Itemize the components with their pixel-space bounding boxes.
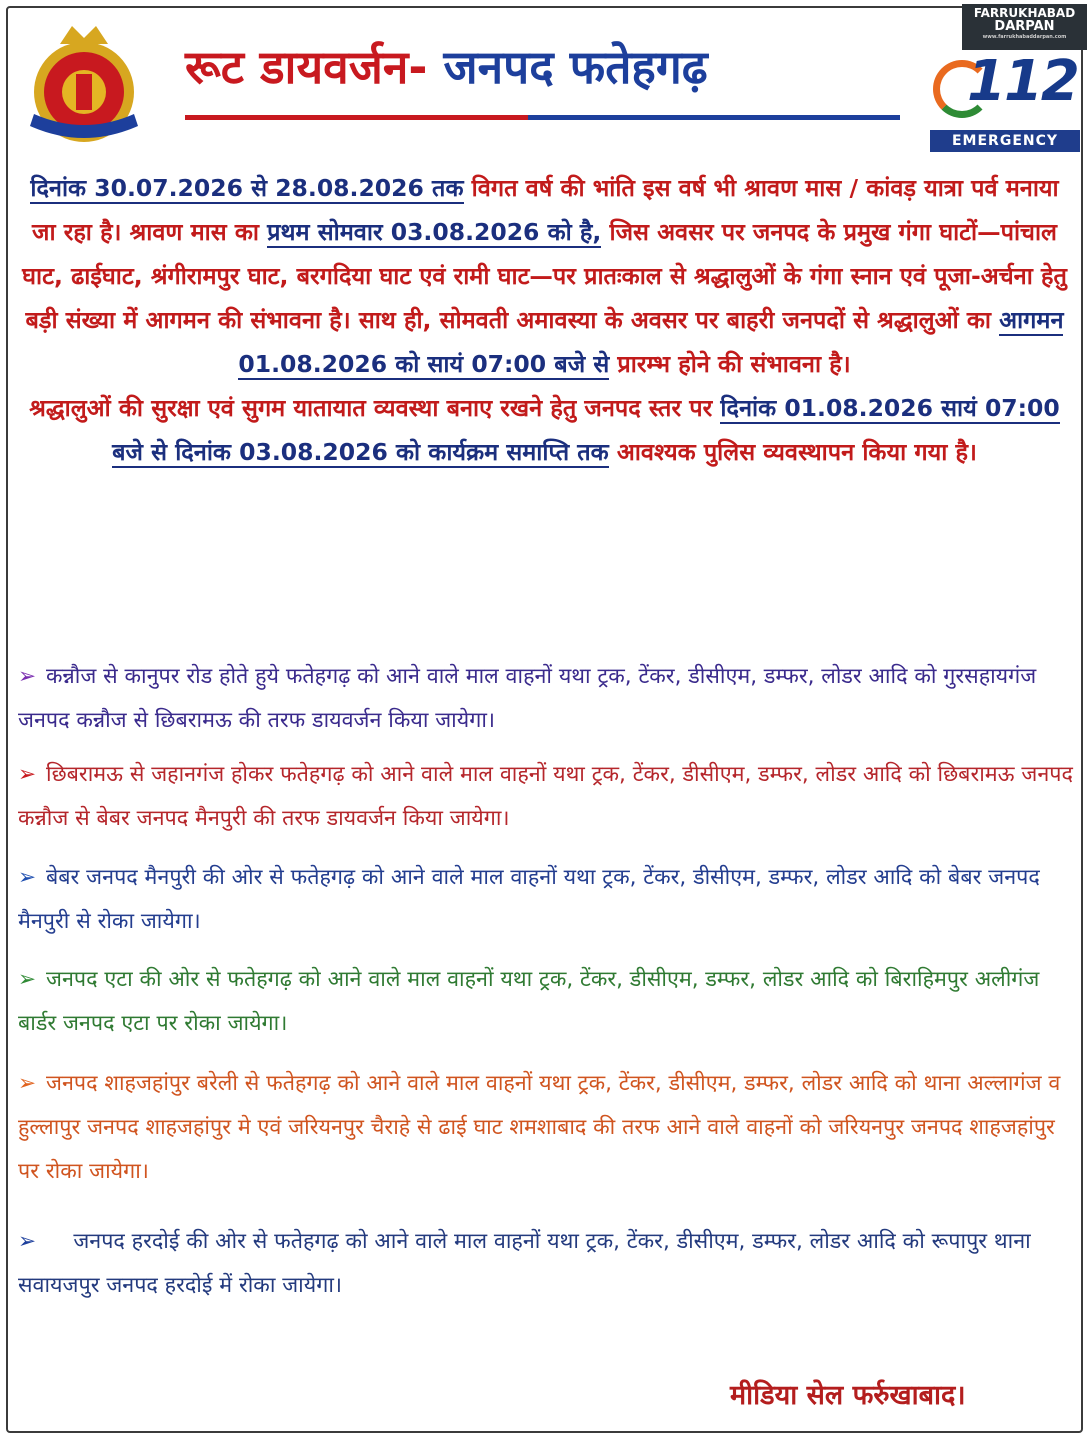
title-underline: [185, 115, 900, 120]
page-title: [185, 40, 708, 95]
list-item: ➢ जनपद एटा की ओर से फतेहगढ़ को आने वाले माल वाहनों यथा ट्रक, टेंकर, डीसीएम, डम्फर, लोडर आदि को बिराहिमपुर अलीगंज बार्डर जनपद एटा पर रोका जायेगा।: [18, 958, 1078, 1046]
farrukhabad-darpan-logo: FARRUKHABAD DARPAN www.farrukhabaddarpan.com: [962, 4, 1087, 50]
arrow-bullet-icon: ➢: [18, 664, 37, 689]
list-item: ➢ जनपद हरदोई की ओर से फतेहगढ़ को आने वाले माल वाहनों यथा ट्रक, टेंकर, डीसीएम, डम्फर, लोडर आदि को रूपापुर थाना सवायजपुर जनपद हरदोई में रोका जायेगा।: [18, 1220, 1078, 1308]
list-item: ➢ छिबरामऊ से जहानगंज होकर फतेहगढ़ को आने वाले माल वाहनों यथा ट्रक, टेंकर, डीसीएम, डम्फर, लोडर आदि को छिबरामऊ जनपद कन्नौज से बेबर जनपद मैनपुरी की तरफ डायवर्जन किया जायेगा।: [18, 753, 1078, 841]
list-item: ➢ बेबर जनपद मैनपुरी की ओर से फतेहगढ़ को आने वाले माल वाहनों यथा ट्रक, टेंकर, डीसीएम, डम्फर, लोडर आदि को बेबर जनपद मैनपुरी से रोका जायेगा।: [18, 856, 1078, 944]
media-cell-signature: मीडिया सेल फर्रुखाबाद।: [730, 1380, 966, 1411]
arrow-bullet-icon: ➢: [18, 1229, 37, 1254]
title-district: जनपद फतेहगढ़: [443, 40, 708, 94]
intro-paragraph: दिनांक 30.07.2026 से 28.08.2026 तक विगत वर्ष की भांति इस वर्ष भी श्रावण मास / कांवड़ यात्रा पर्व मनाया जा रहा है। श्रावण मास का प्रथम सोमवार 03.08.2026 को है, जिस अवसर पर जनपद के प्रमुख गंगा घाटों—पांचाल घाट, ढाईघाट, श्रंगीरामपुर घाट, बरगदिया घाट एवं रामी घाट—पर प्रातःकाल से श्रद्धालुओं के गंगा स्नान एवं पूजा-अर्चना हेतु बड़ी संख्या में आगमन की संभावना है। साथ ही, सोमवती अमावस्या के अवसर पर बाहरी जनपदों से श्रद्धालुओं का आगमन 01.08.2026 को सायं 07:00 बजे से प्रारम्भ होने की संभावना है। श्रद्धालुओं की सुरक्षा एवं सुगम यातायात व्यवस्था बनाए रखने हेतु जनपद स्तर पर दिनांक 01.08.2026 सायं 07:00 बजे से दिनांक 03.08.2026 को कार्यक्रम समाप्ति तक आवश्यक पुलिस व्यवस्थापन किया गया है।: [22, 174, 1067, 466]
emergency-112-logo: 112 EMERGENCY: [925, 50, 1085, 154]
arrow-bullet-icon: ➢: [18, 1071, 37, 1096]
list-item: ➢ कन्नौज से कानुपर रोड होते हुये फतेहगढ़ को आने वाले माल वाहनों यथा ट्रक, टेंकर, डीसीएम, डम्फर, लोडर आदि को गुरसहायगंज जनपद कन्नौज से छिबरामऊ की तरफ डायवर्जन किया जायेगा।: [18, 655, 1078, 743]
arrow-bullet-icon: ➢: [18, 967, 37, 992]
list-item: ➢ जनपद शाहजहांपुर बरेली से फतेहगढ़ को आने वाले माल वाहनों यथा ट्रक, टेंकर, डीसीएम, डम्फर, लोडर आदि को थाना अल्लागंज व हुल्लापुर जनपद शाहजहांपुर मे एवं जरियनपुर चैराहे से ढाई घाट शमशाबाद की तरफ आने वाले वाहनों को जरियनपुर जनपद शाहजहांपुर पर रोका जायेगा।: [18, 1062, 1078, 1194]
up-police-emblem: [20, 14, 148, 144]
arrow-bullet-icon: ➢: [18, 762, 37, 787]
arrow-bullet-icon: ➢: [18, 865, 37, 890]
title-route-diversion: रूट डायवर्जन-: [185, 40, 428, 94]
